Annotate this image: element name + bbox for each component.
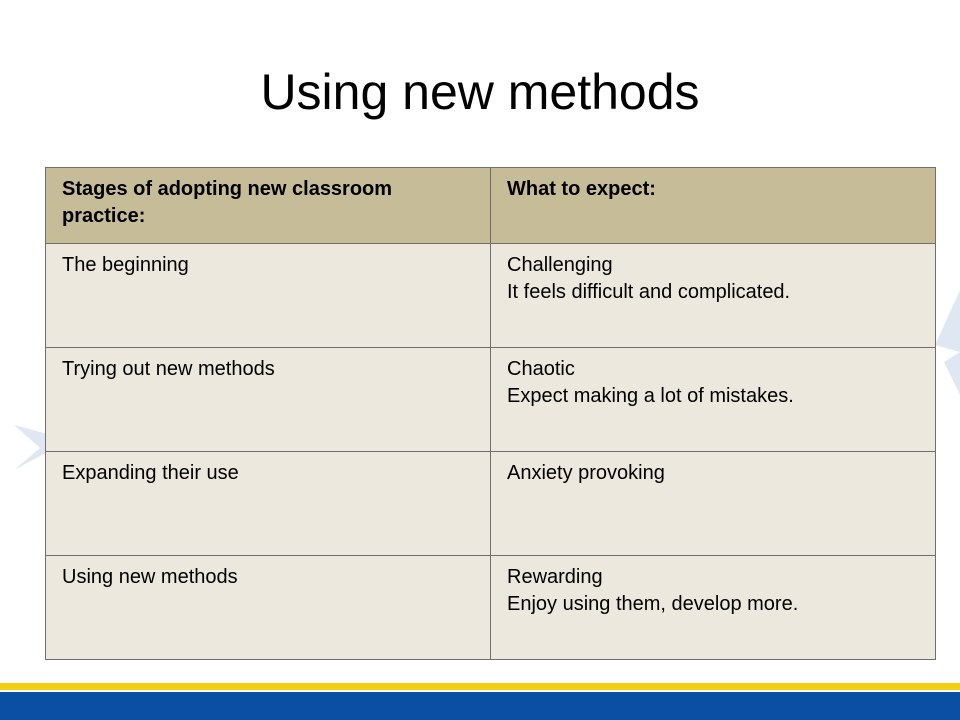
table-row xyxy=(46,556,936,660)
stage-cell: Using new methods xyxy=(46,556,491,660)
expect-heading: Rewarding xyxy=(507,566,603,588)
table-header-row xyxy=(46,168,936,244)
stage-cell: Expanding their use xyxy=(46,452,491,556)
stage-cell: The beginning xyxy=(46,244,491,348)
footer-gold-stripe xyxy=(0,683,960,690)
table-row xyxy=(46,348,936,452)
slide-title: Using new methods xyxy=(260,64,700,120)
footer-blue-band xyxy=(0,692,960,720)
table-row xyxy=(46,452,936,556)
expect-cell xyxy=(491,244,936,348)
expect-heading: Challenging xyxy=(507,254,613,276)
header-expect: What to expect: xyxy=(491,168,936,244)
table-row xyxy=(46,244,936,348)
stages-table xyxy=(45,167,936,660)
star-right-icon xyxy=(935,290,960,395)
stage-cell: Trying out new methods xyxy=(46,348,491,452)
expect-heading: Anxiety provoking xyxy=(507,462,665,484)
expect-cell xyxy=(491,556,936,660)
expect-description: Expect making a lot of mistakes. xyxy=(507,385,794,407)
expect-cell xyxy=(491,348,936,452)
expect-heading: Chaotic xyxy=(507,358,575,380)
expect-description: Enjoy using them, develop more. xyxy=(507,593,799,615)
expect-cell xyxy=(491,452,936,556)
header-stages: Stages of adopting new classroom practice: xyxy=(46,168,491,244)
expect-description: It feels difficult and complicated. xyxy=(507,281,791,303)
